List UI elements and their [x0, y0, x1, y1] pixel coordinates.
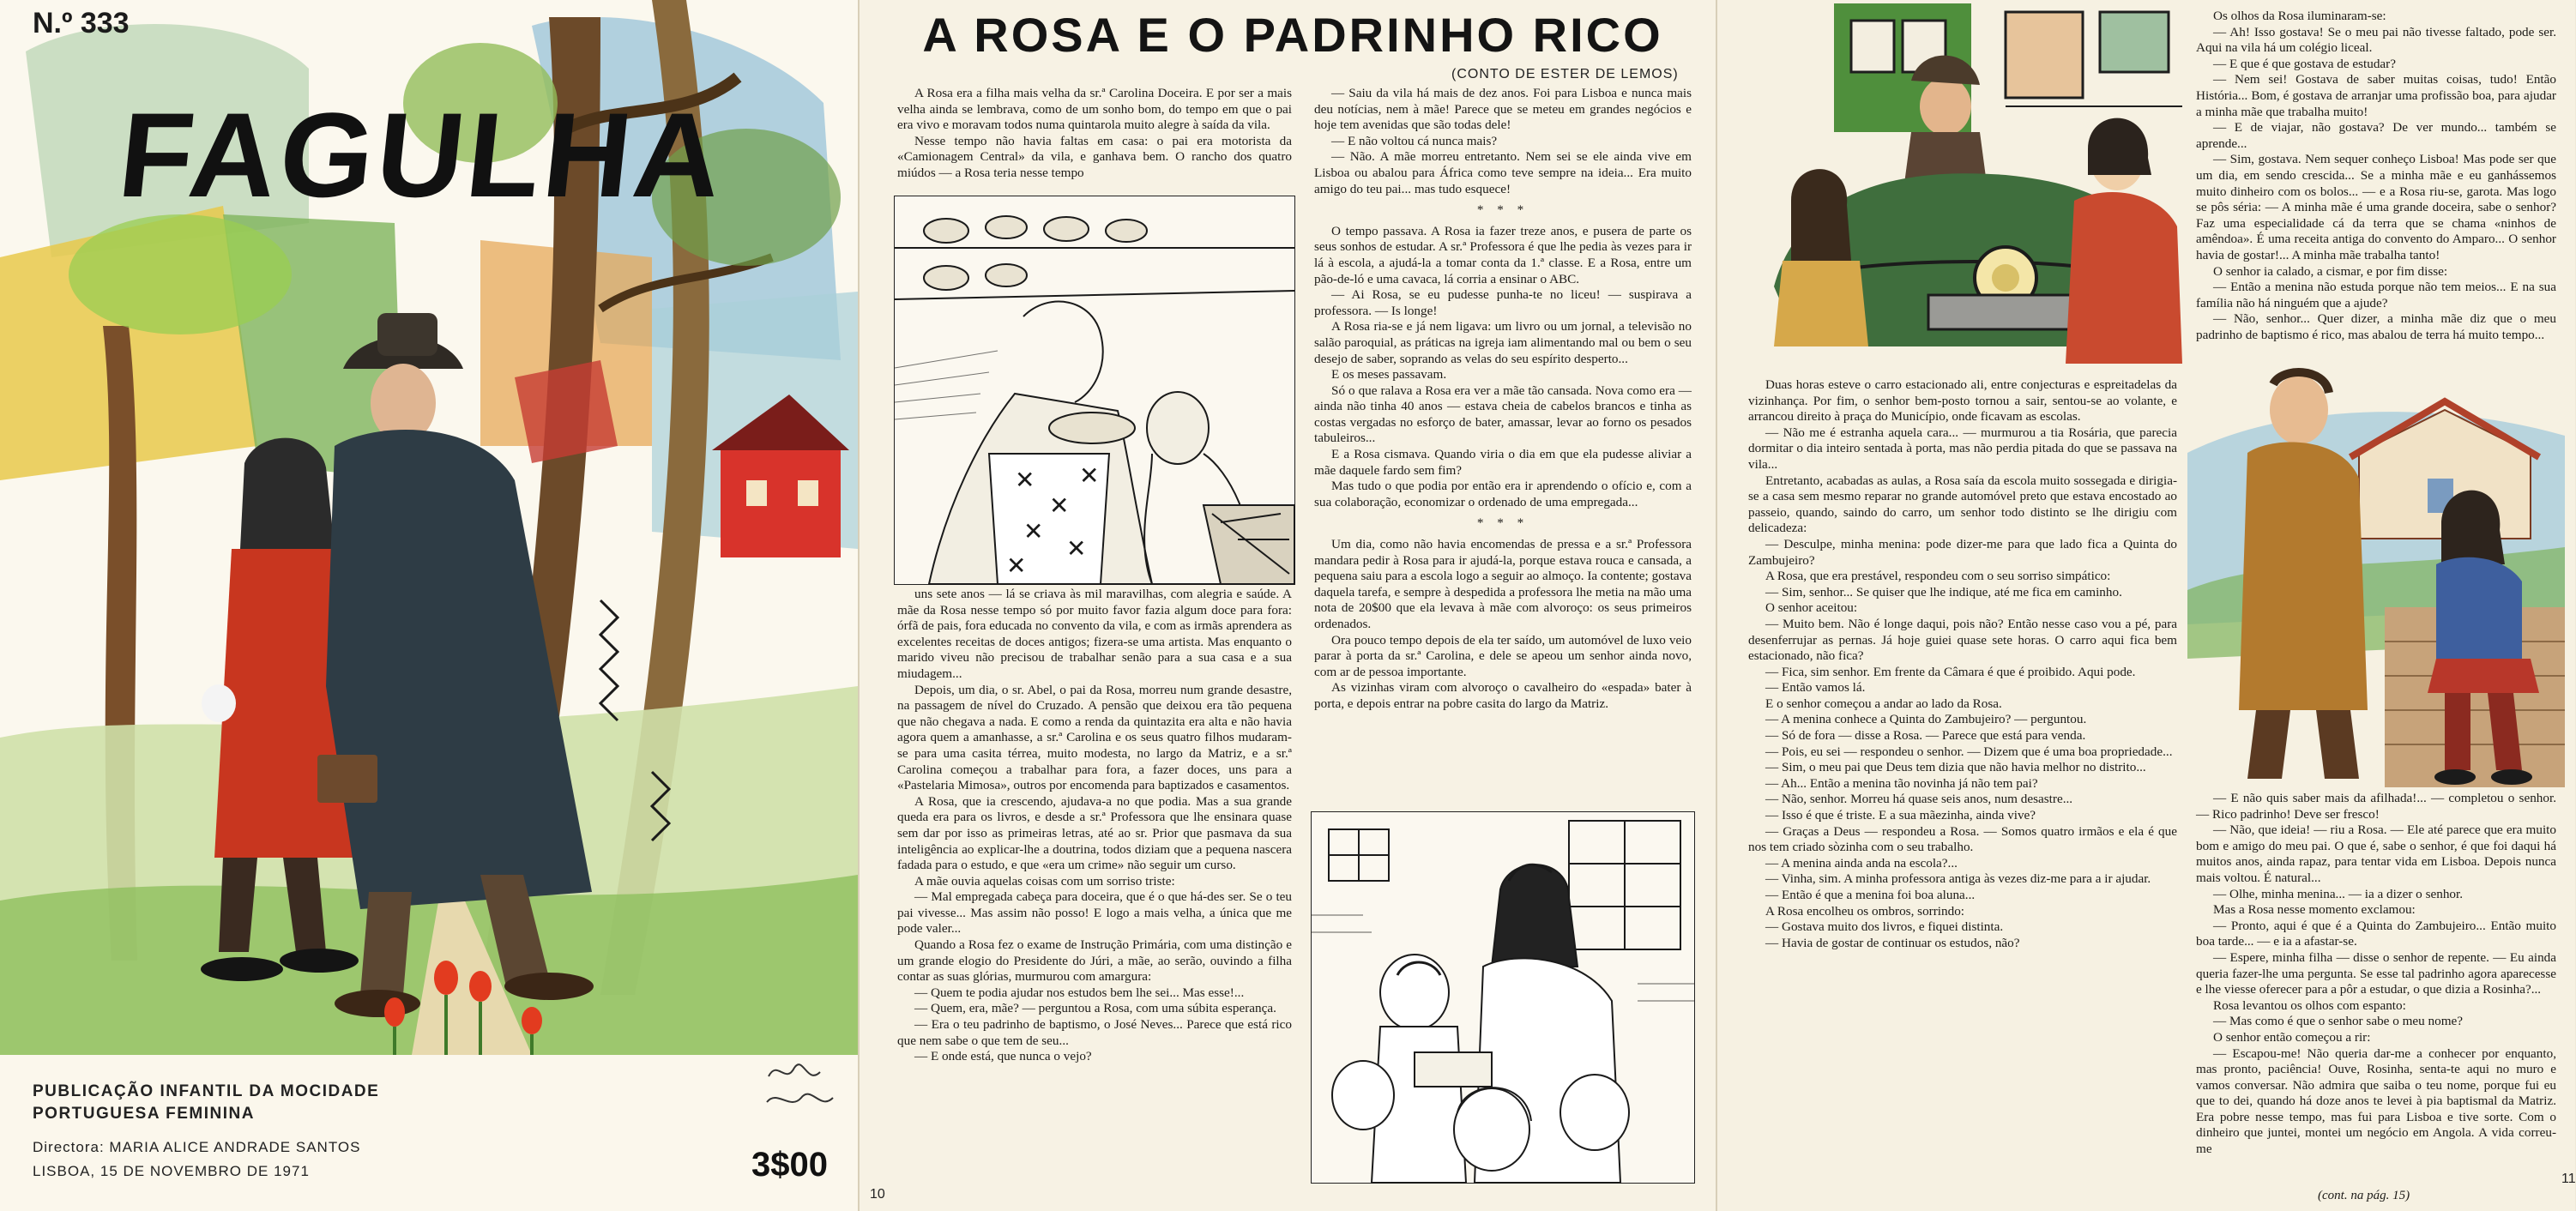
- paragraph: — Olhe, minha menina... — ia a dizer o senhor.: [2213, 886, 2464, 901]
- paragraph: E os meses passavam.: [1331, 367, 1447, 383]
- paragraph: Só o que ralava a Rosa era ver a mãe tão cansada. Nova como era — ainda não tinha 40 anos — estava cheia de cabelos brancos e tinha as costas vergadas no esforço de bater, amassar, levar ao forno os pesados tabuleiros...: [1314, 383, 1692, 446]
- publication-date: LISBOA, 15 DE NOVEMBRO DE 1971: [33, 1163, 310, 1179]
- story-page-left: [858, 0, 1717, 1211]
- classroom-illustration: [1311, 811, 1695, 1184]
- svg-text:✕: ✕: [1079, 463, 1100, 490]
- paragraph: Um dia, como não havia encomendas de pressa e a sr.ª Professora mandara pedir à Rosa para ir ajudá-la, porque estava rouca e cansada, a pequena saiu para a escola logo a seguir ao almoço. Ia contente; gostava daquela tarefa, e sempre à despedida a professora lhe metia na mão uma nota de 20$00 que ela levava à mãe com alvoroço: os seus primeiros ordenados.: [1314, 537, 1692, 631]
- svg-text:✕: ✕: [1006, 553, 1027, 580]
- paragraph: — Quem te podia ajudar nos estudos bem lhe sei... Mas esse!...: [914, 985, 1245, 1000]
- paragraph: — Não. A mãe morreu entretanto. Nem sei se ele ainda vive em Lisboa ou abalou para África como teve sempre na ideia... Era muito amigo do teu pai... mas tudo esquece!: [1314, 149, 1692, 196]
- paragraph: O senhor aceitou:: [1765, 600, 1858, 616]
- paragraph: — E não voltou cá nunca mais?: [1331, 133, 1498, 148]
- paragraph: — E não quis saber mais da afilhada!... — completou o senhor. — Rico padrinho! Deve ser fresco!: [2196, 791, 2556, 822]
- svg-text:✕: ✕: [1049, 493, 1070, 520]
- issue-number: N.º 333: [33, 7, 130, 39]
- paragraph: Rosa levantou os olhos com espanto:: [2213, 997, 2406, 1013]
- paragraph: — E de viajar, não gostava? De ver mundo... também se aprende...: [2196, 120, 2556, 151]
- kitchen-illustration: [894, 196, 1295, 585]
- paragraph: — Pronto, aqui é que é a Quinta do Zambujeiro... Então muito boa tarde... — e ia a afastar-se.: [2196, 918, 2556, 949]
- paragraph: — Então é que a menina foi boa aluna...: [1765, 888, 1976, 902]
- paragraph: — Não, senhor. Morreu há quase seis anos, num desastre...: [1765, 792, 2073, 807]
- paragraph: Duas horas esteve o carro estacionado ali, entre conjecturas e espreitadelas da vizinhança. Por fim, o senhor bem-posto tornou a sair, sentou-se ao volante, e arrancou direito à praça do Município, onde ficavam as escolas.: [1748, 377, 2177, 425]
- svg-text:✕: ✕: [1023, 519, 1044, 545]
- paragraph: — Não, senhor... Quer dizer, a minha mãe diz que o meu padrinho de baptismo é rico, mas abalou de terra há muito tempo...: [2196, 311, 2556, 342]
- paragraph: A Rosa, que era prestável, respondeu com o seu sorriso simpático:: [1765, 569, 2111, 584]
- paragraph: O senhor então começou a rir:: [2213, 1029, 2371, 1045]
- paragraph: E o senhor começou a andar ao lado da Rosa.: [1765, 696, 2002, 711]
- paragraph: — Gostava muito dos livros, e fiquei distinta.: [1765, 919, 2004, 935]
- paragraph: — Saiu da vila há mais de dez anos. Foi para Lisboa e nunca mais deu notícias, nem à mãe! Parece que se meteu em grandes negócios e hoje tem avenidas que são todas dele!: [1314, 86, 1692, 133]
- cover-price: 3$00: [751, 1146, 828, 1184]
- paragraph: — Muito bem. Não é longe daqui, pois não? Então nesse caso vou a pé, para desenferrujar as pernas. Já hoje guiei quase sete horas. O carro aqui fica bem estacionado, não fica?: [1748, 616, 2177, 664]
- paragraph: — Sim, senhor... Se quiser que lhe indique, até me fica em caminho.: [1765, 584, 2122, 599]
- paragraph: A mãe ouvia aquelas coisas com um sorriso triste:: [914, 873, 1175, 889]
- paragraph: Quando a Rosa fez o exame de Instrução Primária, com uma distinção e um grande elogio do Presidente do Júri, a mãe, ao serão, ouvindo a filha contar as suas glórias, murmurou com amargura:: [897, 937, 1292, 985]
- paragraph: — Pois, eu sei — respondeu o senhor. — Dizem que é uma boa propriedade...: [1765, 744, 2173, 759]
- paragraph: — Graças a Deus — respondeu a Rosa. — Somos quatro irmãos e ela é que nos tem criado sòzinha com o seu trabalho.: [1748, 823, 2177, 855]
- car-illustration: [1748, 3, 2182, 372]
- paragraph: A Rosa ria-se e já nem ligava: um livro ou um jornal, a televisão no salão paroquial, as práticas na igreja iam alimentando mal ou bem o seu desejo de saber, soprando as velas do seu espírito desperto...: [1314, 319, 1692, 366]
- paragraph: — Escapou-me! Não queria dar-me a conhecer por enquanto, mas pronto, paciência! Ouve, Rosinha, senta-te aqui no muro e vamos conversar. Não admira que saiba o teu nome, porque fui eu que to dei, quando há doze anos te levei à pia baptismal da Matriz. Era pobre nesse tempo, mas fui para Lisboa e tive sorte. Com o dinheiro que juntei, montei um negócio em Angola. A vida correu-me: [2196, 1045, 2556, 1157]
- paragraph: Mas tudo o que podia por então era ir aprendendo o ofício e, com a sua colaboração, economizar o ordenado de uma empregada...: [1314, 479, 1692, 509]
- text-column-1-top: [897, 86, 1292, 189]
- story-page-right: [1716, 0, 2575, 1211]
- paragraph: — Sim, o meu pai que Deus tem dizia que não havia melhor no distrito...: [1765, 760, 2146, 775]
- paragraph: — Só de fora — disse a Rosa. — Parece que está para venda.: [1765, 728, 2086, 744]
- paragraph: O senhor ia calado, a cismar, e por fim disse:: [2213, 263, 2448, 279]
- paragraph: — Havia de gostar de continuar os estudos, não?: [1765, 935, 2020, 950]
- artist-signature: [760, 1051, 837, 1128]
- publisher-line-2: PORTUGUESA FEMININA: [33, 1105, 255, 1123]
- paragraph: — Ai Rosa, se eu pudesse punha-te no liceu! — suspirava a professora. — Is longe!: [1314, 287, 1692, 318]
- paragraph: Mas a Rosa nesse momento exclamou:: [2213, 902, 2416, 918]
- paragraph: — Nem sei! Gostava de saber muitas coisas, tudo! Então História... Bom, é gostava de arranjar uma profissão boa, para ajudar a minha mãe que trabalha muito!: [2196, 72, 2556, 119]
- paragraph: A Rosa, que ia crescendo, ajudava-a no que podia. Mas a sua grande queda era para os livros, e desde a sr.ª Professora que lhe ensinara quase sem dar por isso as primeiras letras, até ao sr. Prior que pasmava da sua inteligência ao explicar-lhe a doutrina, todos diziam que a pequena nascera fadada para o estudo, e que «era um crime» não seguir um curso.: [897, 793, 1292, 873]
- svg-text:✕: ✕: [1066, 536, 1087, 563]
- paragraph: Entretanto, acabadas as aulas, a Rosa saía da escola muito sossegada e dirigia-se a casa sem mesmo reparar no grande automóvel preto que estava encostado ao passeio, quando, saindo do carro, um senhor todo distinto se lhe dirigiu com delicadeza:: [1748, 473, 2177, 536]
- paragraph: — Desculpe, minha menina: pode dizer-me para que lado fica a Quinta do Zambujeiro?: [1748, 536, 2177, 568]
- magazine-cover: [0, 0, 858, 1211]
- paragraph: — Ah! Isso gostava! Se o meu pai não tivesse faltado, pode ser. Aqui na vila há um colégio liceal.: [2196, 24, 2556, 56]
- paragraph: — Sim, gostava. Nem sequer conheço Lisboa! Mas pode ser que um dia, em sendo crescida... Se a minha mãe e eu ganhássemos muito dinheiro com os bolos... — e a Rosa riu-se, garota. Mas logo se pôs séria: — A minha mãe é uma grande doceira, sabe o senhor? Faz uma especialidade cá da terra que se chama «ninhos de amêndoa». É uma receita antiga do convento do Amparo... O senhor havia de gostar!... A minha mãe trabalha tanto!: [2196, 152, 2556, 262]
- paragraph: — Então vamos lá.: [1765, 680, 1866, 696]
- paragraph: — Vinha, sim. A minha professora antiga às vezes diz-me para a ir ajudar.: [1765, 871, 2151, 887]
- story-title: A ROSA E O PADRINHO RICO: [922, 8, 1663, 62]
- paragraph: A Rosa era a filha mais velha da sr.ª Carolina Doceira. E por ser a mais velha ainda se lembrava, como de um sonho bom, do tempo em que o pai era vivo e moravam todos numa quintarola muito alegre à saída da vila.: [897, 86, 1292, 133]
- publisher-line-1: PUBLICAÇÃO INFANTIL DA MOCIDADE: [33, 1082, 380, 1100]
- paragraph: Depois, um dia, o sr. Abel, o pai da Rosa, morreu num grande desastre, na passagem de nível do Cruzado. A pensão que deixou era tão pequena que não chegava a nada. E como a renda da quintazita era alta e não havia agora quem a amanhasse, a sr.ª Carolina e os seus quatro filhos mudaram-se para uma casita térrea, muito modesta, no largo da Matriz, e a sr.ª Carolina começou a trabalhar para fora, a fazer doces, uns para a «Pastelaria Mimosa», outros por encomenda para baptizados e casamentos.: [897, 682, 1292, 793]
- text-column-4-top: [2196, 9, 2556, 352]
- paragraph: O tempo passava. A Rosa ia fazer treze anos, e pusera de parte os seus sonhos de estudar. A sr.ª Professora é que lhe pedia às vezes para ir lá à escola, a ajudá-la a tomar conta da 1.ª classe. E a Rosa, entre um pão-de-ló e uma cavaca, lá corria a ensinar o ABC.: [1314, 223, 1692, 286]
- rosa-and-godfather-illustration: [2187, 350, 2565, 787]
- director-credit: Directora: MARIA ALICE ANDRADE SANTOS: [33, 1139, 361, 1155]
- paragraph: — Quem, era, mãe? — perguntou a Rosa, com uma súbita esperança.: [914, 1001, 1276, 1016]
- text-column-3: [1748, 377, 2177, 1184]
- paragraph: — E onde está, que nunca o vejo?: [914, 1049, 1092, 1064]
- text-column-4-bottom: [2196, 791, 2556, 1173]
- paragraph: — Fica, sim senhor. Em frente da Câmara é que é proibido. Aqui pode.: [1765, 664, 2136, 679]
- paragraph: Os olhos da Rosa iluminaram-se:: [2213, 9, 2386, 23]
- paragraph: — A menina ainda anda na escola?...: [1765, 855, 1958, 871]
- svg-text:✕: ✕: [1015, 467, 1035, 494]
- paragraph: — Ah... Então a menina tão novinha já não tem pai?: [1765, 775, 2038, 791]
- page-number-right: 11: [2561, 1172, 2576, 1186]
- paragraph: — Espere, minha filha — disse o senhor de repente. — Eu ainda queria fazer-lhe uma pergunta. Se esse tal padrinho agora aparecesse e lhe viesse oferecer para a pôr a estudar, o que dizia a Rosinha?...: [2196, 949, 2556, 997]
- text-column-1-bottom: [897, 587, 1292, 1178]
- paragraph: — E que é que gostava de estudar?: [2213, 56, 2396, 71]
- paragraph: — Era o teu padrinho de baptismo, o José Neves... Parece que está rico que nem sabe o que tem de seu...: [897, 1017, 1292, 1048]
- magazine-title: FAGULHA: [112, 87, 732, 222]
- text-column-2-top: [1314, 86, 1692, 806]
- paragraph: — A menina conhece a Quinta do Zambujeiro? — perguntou.: [1765, 712, 2087, 727]
- paragraph: E a Rosa cismava. Quando viria o dia em que ela pudesse aliviar a mãe daquele fardo sem fim?: [1314, 447, 1692, 478]
- paragraph: — Isso é que é triste. E a sua mãezinha, ainda vive?: [1765, 808, 2036, 823]
- paragraph: — Então a menina não estuda porque não tem meios... E na sua família não há ninguém que a ajude?: [2196, 280, 2556, 310]
- paragraph: * * *: [1476, 515, 1529, 531]
- paragraph: A Rosa encolheu os ombros, sorrindo:: [1765, 903, 1965, 919]
- paragraph: As vizinhas viram com alvoroço o cavalheiro do «espada» bater à porta, e depois entrar na pobre casita do largo da Matriz.: [1314, 680, 1692, 711]
- story-byline: (CONTO DE ESTER DE LEMOS): [1451, 67, 1679, 81]
- page-number-left: 10: [870, 1187, 885, 1202]
- paragraph: — Não, que ideia! — riu a Rosa. — Ele até parece que era muito bom e amigo do meu pai. O que é, sabe o senhor, é que foi daqui há muitos anos, ainda rapaz, para tentar vida em Lisboa. Depois nunca mais voltou. É natural...: [2196, 822, 2556, 885]
- continued-note: (cont. na pág. 15): [2318, 1189, 2410, 1202]
- paragraph: — Mal empregada cabeça para doceira, que é o que há-des ser. Se o teu pai vivesse... Mas assim não posso! E logo a mais velha, a única que me pode valer...: [897, 889, 1292, 937]
- paragraph: Ora pouco tempo depois de ela ter saído, um automóvel de luxo veio parar à porta da sr.ª Carolina, e dele se apeou um senhor ainda novo, com ar de pessoa importante.: [1314, 632, 1692, 679]
- paragraph: — Não me é estranha aquela cara... — murmurou a tia Rosária, que parecia dormitar o dia inteiro sentada à porta, mas não perdia pitada do que se passava na vila...: [1748, 425, 2177, 472]
- paragraph: * * *: [1476, 202, 1529, 218]
- paragraph: Nesse tempo não havia faltas em casa: o pai era motorista da «Camionagem Central» da vila, e ganhava bem. O rancho dos quatro miúdos — a Rosa teria nesse tempo: [897, 133, 1292, 180]
- paragraph: — Mas como é que o senhor sabe o meu nome?: [2213, 1014, 2464, 1029]
- paragraph: uns sete anos — lá se criava às mil maravilhas, com alegria e saúde. A mãe da Rosa nesse tempo só por muito favor fazia algum doce para fora: órfã de pais, fora educada no convento da vila, e com as irmãs aprendera as excelentes receitas de doces antigos; fizera-se uma artista. Mas enquanto o marido viveu não precisou de trabalhar senão para a sua casa e a sua miudagem...: [897, 587, 1292, 681]
